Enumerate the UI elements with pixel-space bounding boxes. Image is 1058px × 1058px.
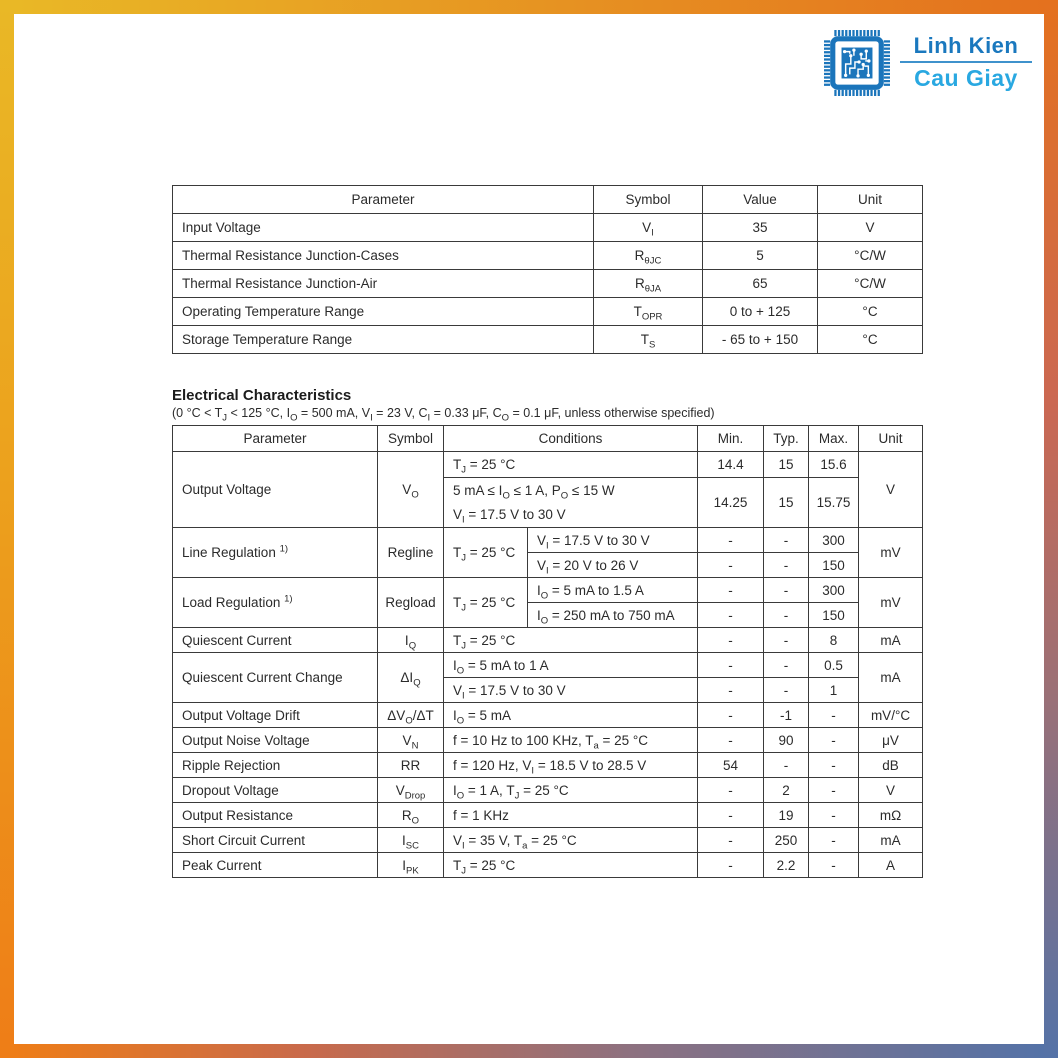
cell-unit: °C/W xyxy=(818,242,923,270)
cell-unit: mV xyxy=(859,578,923,628)
table-row xyxy=(173,803,923,828)
table-row xyxy=(173,452,923,478)
cell-parameter: Quiescent Current Change xyxy=(173,653,378,703)
cell-typ: 250 xyxy=(764,828,809,853)
cell-unit: V xyxy=(818,214,923,242)
cell-min: - xyxy=(698,553,764,578)
cell-typ: -1 xyxy=(764,703,809,728)
header-value: Value xyxy=(703,186,818,214)
header-symbol: Symbol xyxy=(378,426,444,452)
cell-condition: $T_J = 25$ °C xyxy=(444,853,698,878)
frame-left-border xyxy=(0,0,14,1058)
cell-sub-condition: $V_I = 17.5$ V to 30 V xyxy=(528,528,698,553)
brand-words xyxy=(900,34,1032,91)
cell-symbol: Regline xyxy=(378,528,444,578)
cell-max: 15.75 xyxy=(809,478,859,528)
cell-min: 14.4 xyxy=(698,452,764,478)
cell-min: 54 xyxy=(698,753,764,778)
cell-min: 14.25 xyxy=(698,478,764,528)
section-title: Electrical Characteristics xyxy=(172,387,352,404)
cell-value: 65 xyxy=(703,270,818,298)
cell-symbol: $V_O$ xyxy=(378,452,444,528)
cell-symbol: $V_N$ xyxy=(378,728,444,753)
table-row xyxy=(173,298,923,326)
table-row xyxy=(173,242,923,270)
cell-max: 150 xyxy=(809,603,859,628)
cell-parameter: Operating Temperature Range xyxy=(173,298,594,326)
cell-max: 15.6 xyxy=(809,452,859,478)
cell-typ: 2.2 xyxy=(764,853,809,878)
maximum-ratings-table xyxy=(172,185,923,354)
cell-min: - xyxy=(698,603,764,628)
cell-unit: μV xyxy=(859,728,923,753)
cell-symbol: $R_{\theta JA}$ xyxy=(594,270,703,298)
cell-max: 1 xyxy=(809,678,859,703)
frame-bottom-border xyxy=(14,1044,1044,1058)
cell-condition: f = 10 Hz to 100 KHz, $T_a = 25$ °C xyxy=(444,728,698,753)
cell-condition: $I_O = 1$ A, $T_J = 25$ °C xyxy=(444,778,698,803)
cell-min: - xyxy=(698,703,764,728)
electrical-characteristics-table xyxy=(172,425,923,878)
header-parameter: Parameter xyxy=(173,426,378,452)
table-row xyxy=(173,214,923,242)
brand-logo xyxy=(824,30,1032,96)
cell-typ: 2 xyxy=(764,778,809,803)
cell-typ: - xyxy=(764,603,809,628)
table-header-row xyxy=(173,426,923,452)
brand-separator xyxy=(900,61,1032,63)
cell-unit: °C xyxy=(818,298,923,326)
cell-typ: - xyxy=(764,678,809,703)
cell-symbol: RR xyxy=(378,753,444,778)
cell-symbol: $I_{SC}$ xyxy=(378,828,444,853)
cell-min: - xyxy=(698,828,764,853)
cell-parameter: Output Noise Voltage xyxy=(173,728,378,753)
cell-sub-condition: $I_O = 5$ mA to 1.5 A xyxy=(528,578,698,603)
cell-typ: 90 xyxy=(764,728,809,753)
cell-min: - xyxy=(698,778,764,803)
cell-unit: mA xyxy=(859,828,923,853)
cell-max: 300 xyxy=(809,578,859,603)
cell-symbol: $\Delta I_Q$ xyxy=(378,653,444,703)
cell-parameter: Input Voltage xyxy=(173,214,594,242)
cell-symbol: Regload xyxy=(378,578,444,628)
header-unit: Unit xyxy=(818,186,923,214)
cell-unit: V xyxy=(859,778,923,803)
cell-max: - xyxy=(809,728,859,753)
cell-condition: 5 mA ≤ $I_O \le 1$ A, $P_O \le 15$ W $V_I = 17.5$ V to 30 V xyxy=(444,478,698,528)
cell-typ: - xyxy=(764,578,809,603)
cell-unit: dB xyxy=(859,753,923,778)
cell-typ: 19 xyxy=(764,803,809,828)
cell-condition: $T_J = 25$ °C xyxy=(444,578,528,628)
cell-max: - xyxy=(809,853,859,878)
cell-unit: °C/W xyxy=(818,270,923,298)
cell-min: - xyxy=(698,628,764,653)
header-conditions: Conditions xyxy=(444,426,698,452)
table-row xyxy=(173,828,923,853)
cell-parameter: Output Resistance xyxy=(173,803,378,828)
cell-parameter: Load Regulation $^{1)}$ xyxy=(173,578,378,628)
cell-min: - xyxy=(698,653,764,678)
header-symbol: Symbol xyxy=(594,186,703,214)
cell-condition: $I_O = 5$ mA to 1 A xyxy=(444,653,698,678)
cell-typ: - xyxy=(764,753,809,778)
brand-line1: Linh Kien xyxy=(913,33,1019,59)
cell-sub-condition: $V_I = 20$ V to 26 V xyxy=(528,553,698,578)
cell-unit: °C xyxy=(818,326,923,354)
cell-value: 35 xyxy=(703,214,818,242)
cell-value: - 65 to + 150 xyxy=(703,326,818,354)
cell-symbol: $R_O$ xyxy=(378,803,444,828)
cell-parameter: Peak Current xyxy=(173,853,378,878)
header-parameter: Parameter xyxy=(173,186,594,214)
cell-parameter: Short Circuit Current xyxy=(173,828,378,853)
cell-symbol: $I_{PK}$ xyxy=(378,853,444,878)
cell-max: 150 xyxy=(809,553,859,578)
cell-max: - xyxy=(809,828,859,853)
header-unit: Unit xyxy=(859,426,923,452)
cell-min: - xyxy=(698,728,764,753)
cell-min: - xyxy=(698,803,764,828)
cell-symbol: $T_{OPR}$ xyxy=(594,298,703,326)
cell-min: - xyxy=(698,578,764,603)
cell-typ: - xyxy=(764,628,809,653)
cell-unit: mV/°C xyxy=(859,703,923,728)
cell-unit: mA xyxy=(859,628,923,653)
cell-symbol: $T_S$ xyxy=(594,326,703,354)
cell-condition: $V_I = 35$ V, $T_a = 25$ °C xyxy=(444,828,698,853)
cell-symbol: $\Delta V_O/\Delta T$ xyxy=(378,703,444,728)
cell-max: - xyxy=(809,778,859,803)
cell-symbol: $V_{Drop}$ xyxy=(378,778,444,803)
cell-condition: $T_J = 25$ °C xyxy=(444,452,698,478)
cell-min: - xyxy=(698,678,764,703)
cell-symbol: $V_I$ xyxy=(594,214,703,242)
cell-typ: - xyxy=(764,553,809,578)
cell-unit: mA xyxy=(859,653,923,703)
frame-right-border xyxy=(1044,0,1058,1058)
cell-parameter: Output Voltage Drift xyxy=(173,703,378,728)
section-conditions-note: (0 $^\circ C < T_J < 125$ °C, $I_O = 500$ mA, $V_I = 23$ V, $C_I = 0.33$ μF, $C_O = 0.1$ μF, unless otherwise specified) xyxy=(172,406,715,424)
cell-max: 300 xyxy=(809,528,859,553)
chip-icon xyxy=(824,30,890,96)
header-min: Min. xyxy=(698,426,764,452)
cell-unit: mΩ xyxy=(859,803,923,828)
cell-max: 0.5 xyxy=(809,653,859,678)
table-row xyxy=(173,778,923,803)
brand-line2: Cau Giay xyxy=(914,65,1018,92)
cell-condition: $T_J = 25$ °C xyxy=(444,628,698,653)
table-row xyxy=(173,853,923,878)
cell-min: - xyxy=(698,853,764,878)
cell-typ: 15 xyxy=(764,478,809,528)
cell-unit: V xyxy=(859,452,923,528)
cell-symbol: $I_Q$ xyxy=(378,628,444,653)
cell-min: - xyxy=(698,528,764,553)
cell-value: 5 xyxy=(703,242,818,270)
table-row xyxy=(173,653,923,678)
cell-symbol: $R_{\theta JC}$ xyxy=(594,242,703,270)
table-row xyxy=(173,703,923,728)
cell-typ: - xyxy=(764,653,809,678)
cell-parameter: Line Regulation $^{1)}$ xyxy=(173,528,378,578)
cell-max: - xyxy=(809,803,859,828)
table-row xyxy=(173,270,923,298)
cell-unit: mV xyxy=(859,528,923,578)
cell-parameter: Thermal Resistance Junction-Cases xyxy=(173,242,594,270)
table-header-row xyxy=(173,186,923,214)
cell-typ: - xyxy=(764,528,809,553)
cell-max: - xyxy=(809,703,859,728)
cell-typ: 15 xyxy=(764,452,809,478)
cell-parameter: Dropout Voltage xyxy=(173,778,378,803)
table-row xyxy=(173,728,923,753)
cell-condition: f = 120 Hz, $V_I = 18.5$ V to 28.5 V xyxy=(444,753,698,778)
cell-condition: $T_J = 25$ °C xyxy=(444,528,528,578)
cell-max: - xyxy=(809,753,859,778)
table-row xyxy=(173,326,923,354)
cell-parameter: Ripple Rejection xyxy=(173,753,378,778)
cell-parameter: Quiescent Current xyxy=(173,628,378,653)
cell-sub-condition: $I_O = 250$ mA to 750 mA xyxy=(528,603,698,628)
cell-value: 0 to + 125 xyxy=(703,298,818,326)
cell-condition: f = 1 KHz xyxy=(444,803,698,828)
table-row xyxy=(173,528,923,553)
header-max: Max. xyxy=(809,426,859,452)
cell-condition: $I_O = 5$ mA xyxy=(444,703,698,728)
header-typ: Typ. xyxy=(764,426,809,452)
table-row xyxy=(173,628,923,653)
cell-parameter: Output Voltage xyxy=(173,452,378,528)
cell-unit: A xyxy=(859,853,923,878)
cell-condition: $V_I = 17.5$ V to 30 V xyxy=(444,678,698,703)
cell-parameter: Storage Temperature Range xyxy=(173,326,594,354)
frame-top-border xyxy=(14,0,1044,14)
cell-parameter: Thermal Resistance Junction-Air xyxy=(173,270,594,298)
cell-max: 8 xyxy=(809,628,859,653)
table-row xyxy=(173,753,923,778)
table-row xyxy=(173,578,923,603)
